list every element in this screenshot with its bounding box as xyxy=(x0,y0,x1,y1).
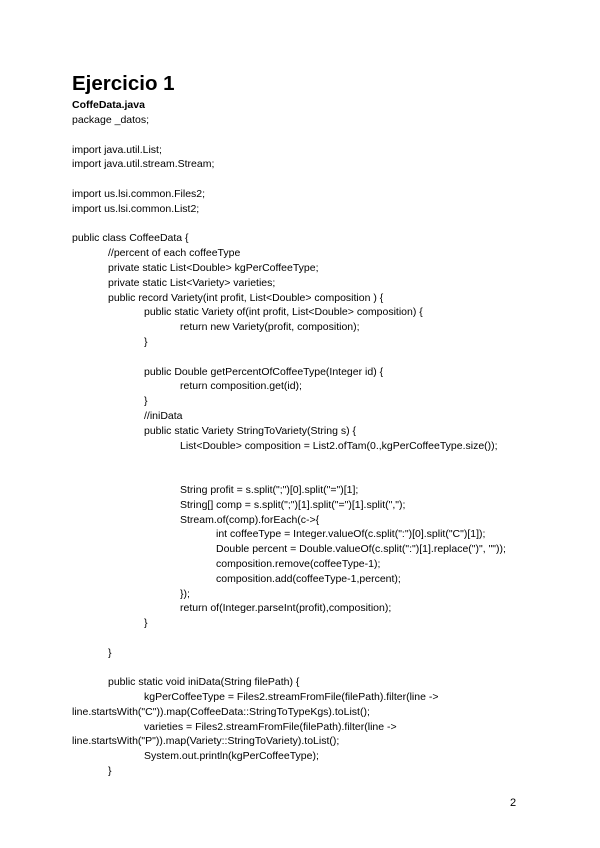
code-line: } xyxy=(108,765,112,778)
code-line: } xyxy=(144,395,148,408)
code-line: import java.util.stream.Stream; xyxy=(72,158,215,171)
code-line: String profit = s.split(";")[0].split("=")[1]; xyxy=(180,483,359,496)
code-line xyxy=(72,128,542,143)
code-line: System.out.println(kgPerCoffeeType); xyxy=(144,750,319,763)
code-block xyxy=(72,113,542,779)
code-line xyxy=(72,172,542,187)
code-line: } xyxy=(108,646,112,659)
code-line xyxy=(72,631,542,646)
page-title: Ejercicio 1 xyxy=(72,72,175,95)
code-line xyxy=(72,468,542,483)
code-line xyxy=(72,660,542,675)
file-name-heading: CoffeData.java xyxy=(72,99,145,111)
code-line: } xyxy=(144,335,148,348)
code-line xyxy=(72,350,542,365)
code-line: //iniData xyxy=(144,409,183,422)
code-line: import us.lsi.common.List2; xyxy=(72,202,200,215)
code-line: return composition.get(id); xyxy=(180,380,302,393)
page-number: 2 xyxy=(510,797,517,809)
code-line: public static Variety of(int profit, List<Double> composition) { xyxy=(144,306,423,319)
code-line: line.startsWith("P")).map(Variety::StringToVariety).toList(); xyxy=(72,735,340,748)
code-line: //percent of each coffeeType xyxy=(108,247,241,260)
code-line: String[] comp = s.split(";")[1].split("=")[1].split(","); xyxy=(180,498,406,511)
code-line: Double percent = Double.valueOf(c.split(":")[1].replace(")", "")); xyxy=(216,543,506,556)
code-line: Stream.of(comp).forEach(c->{ xyxy=(180,513,320,526)
code-line: composition.add(coffeeType-1,percent); xyxy=(216,572,401,585)
code-line: kgPerCoffeeType = Files2.streamFromFile(filePath).filter(line -> xyxy=(144,691,439,704)
code-line: public static Variety StringToVariety(String s) { xyxy=(144,424,357,437)
code-line: private static List<Variety> varieties; xyxy=(108,276,276,289)
code-line: List<Double> composition = List2.ofTam(0.,kgPerCoffeeType.size()); xyxy=(180,439,498,452)
code-line: public class CoffeeData { xyxy=(72,232,189,245)
code-line: import java.util.List; xyxy=(72,143,162,156)
code-line: return of(Integer.parseInt(profit),composition); xyxy=(180,602,392,615)
code-line: varieties = Files2.streamFromFile(filePath).filter(line -> xyxy=(144,720,397,733)
code-line: private static List<Double> kgPerCoffeeType; xyxy=(108,261,319,274)
code-line: return new Variety(profit, composition); xyxy=(180,321,360,334)
code-line: }); xyxy=(180,587,190,600)
code-line: int coffeeType = Integer.valueOf(c.split(":")[0].split("C")[1]); xyxy=(216,528,486,541)
code-line: line.startsWith("C")).map(CoffeeData::StringToTypeKgs).toList(); xyxy=(72,705,370,718)
code-line xyxy=(72,453,542,468)
code-line: composition.remove(coffeeType-1); xyxy=(216,557,381,570)
code-line: public static void iniData(String filePath) { xyxy=(108,676,300,689)
code-line xyxy=(72,217,542,232)
code-line: } xyxy=(144,617,148,630)
code-line: import us.lsi.common.Files2; xyxy=(72,187,206,200)
code-line: public record Variety(int profit, List<Double> composition ) { xyxy=(108,291,384,304)
code-line: package _datos; xyxy=(72,114,150,126)
code-line: public Double getPercentOfCoffeeType(Integer id) { xyxy=(144,365,384,378)
